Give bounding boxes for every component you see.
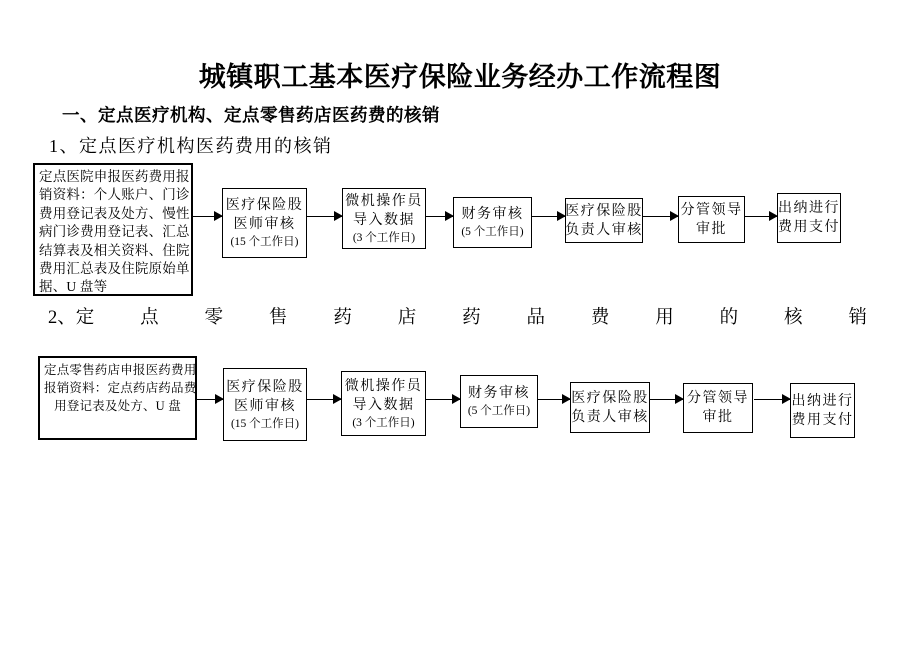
flow1-step-leader-approval-lines-line: 分管领导 [680, 202, 743, 218]
flow1-source-line: 销资料：个人账户、门诊 [39, 187, 190, 203]
flow2-step-cashier-payment-lines [792, 392, 854, 430]
flow1-source-line: 结算表及相关资料、住院 [39, 242, 190, 258]
flow1-arrow-2-right-arrow-icon [307, 216, 342, 217]
section2-heading-segment: 的 [719, 308, 739, 328]
flow1-step-doctor-review-lines-line: 医师审核 [233, 217, 296, 232]
section2-heading-segment: 核 [784, 308, 803, 328]
section2-heading-segment: 2、定 [48, 308, 95, 328]
flow2-step-cashier-payment-lines-line: 费用支付 [791, 412, 854, 428]
flow2-arrow-6-right-arrow-icon [754, 399, 790, 400]
flow1-step-cashier-payment-lines [778, 199, 840, 237]
flow2-step-data-import-lines-line: 导入数据 [352, 397, 415, 413]
flow2-source-line: 定点零售药店申报医药费用 [44, 363, 197, 377]
section2-heading-segment: 零 [204, 308, 224, 328]
flow1-step-data-import-lines-line: 导入数据 [353, 212, 415, 228]
flow1-step-doctor-review-box [222, 188, 307, 258]
flow2-step-head-review-lines-line: 医疗保险股 [571, 390, 649, 406]
section1-sub1-heading: 1、定点医疗机构医药费用的核销 [49, 136, 333, 156]
flow2-source-box [38, 356, 197, 440]
flow1-arrow-1-right-arrow-icon [193, 216, 222, 217]
section2-heading-segment: 售 [268, 308, 288, 328]
flow1-step-cashier-payment-lines-line: 费用支付 [778, 220, 840, 235]
flow2-step-finance-review-lines-line: 财务审核 [468, 386, 530, 401]
section2-heading-segment: 店 [397, 308, 417, 328]
flow1-step-head-review-box [565, 198, 643, 243]
flow1-step-head-review-lines-line: 负责人审核 [565, 222, 643, 238]
flow2-step-data-import-note: (3 个工作日) [352, 416, 415, 429]
flow2-arrow-5-right-arrow-icon [650, 399, 683, 400]
flow1-step-data-import-box [342, 188, 426, 249]
flow2-step-leader-approval-lines-line: 分管领导 [687, 391, 749, 406]
flow1-step-head-review-lines-line: 医疗保险股 [565, 203, 643, 219]
flow2-step-data-import-lines-line: 微机操作员 [344, 378, 423, 394]
flow2-step-doctor-review-lines-line: 医师审核 [234, 398, 296, 414]
flow1-step-doctor-review-note: (15 个工作日) [230, 236, 299, 248]
flow1-arrow-6-right-arrow-icon [745, 216, 777, 217]
flow2-step-data-import-box [341, 371, 426, 436]
flow1-step-finance-review-box [453, 197, 532, 248]
section2-heading-segment: 药 [462, 308, 481, 328]
flow2-step-finance-review-box [460, 375, 538, 428]
flow1-arrow-5-right-arrow-icon [643, 216, 678, 217]
flow1-source-box [33, 163, 193, 296]
flow2-source-line: 报销资料：定点药店药品费 [44, 381, 197, 395]
flow2-step-doctor-review-lines-line: 医疗保险股 [226, 379, 304, 395]
flow2-step-finance-review-lines [468, 384, 530, 403]
flow1-step-cashier-payment-lines-line: 出纳进行 [778, 201, 840, 216]
flow2-step-leader-approval-lines [687, 389, 749, 427]
flow2-step-head-review-lines [571, 389, 649, 427]
flow1-step-head-review-lines [565, 202, 643, 240]
flow1-source-line: 病门诊费用登记表、汇总 [39, 224, 190, 240]
flow1-step-cashier-payment-box [777, 193, 841, 243]
flow1-source-line: 据、U 盘等 [39, 279, 108, 295]
flow1-step-finance-review-lines-line: 财务审核 [461, 207, 524, 222]
flow2-step-leader-approval-box [683, 383, 753, 433]
flow2-arrow-3-right-arrow-icon [426, 399, 460, 400]
flow2-step-head-review-box [570, 382, 650, 433]
flow2-step-finance-review-note: (5 个工作日) [467, 405, 531, 417]
flow1-step-data-import-lines-line: 微机操作员 [345, 193, 423, 209]
flow1-step-data-import-note: (3 个工作日) [352, 231, 416, 244]
flow1-source-line: 费用汇总表及住院原始单 [39, 261, 190, 277]
page-title: 城镇职工基本医疗保险业务经办工作流程图 [198, 62, 722, 92]
flow1-step-finance-review-lines [462, 205, 524, 224]
flow2-step-doctor-review-note: (15 个工作日) [230, 417, 300, 430]
flow2-source-line: 用登记表及处方、U 盘 [54, 399, 181, 413]
flow2-step-cashier-payment-box [790, 383, 855, 438]
section2-heading-segment: 药 [333, 308, 352, 328]
section2-heading-segment: 费 [590, 308, 610, 328]
section2-heading-segment: 点 [140, 308, 159, 328]
section2-heading-segment: 用 [655, 308, 674, 328]
flow1-source-line: 定点医院申报医药费用报 [39, 169, 190, 184]
flow2-step-data-import-lines [345, 377, 423, 415]
section2-heading [48, 303, 867, 329]
section2-heading-segment: 销 [848, 308, 867, 328]
flow2-step-cashier-payment-lines-line: 出纳进行 [791, 393, 854, 409]
flow2-step-doctor-review-lines [226, 378, 304, 416]
flow2-arrow-1-right-arrow-icon [197, 399, 223, 400]
flow2-step-leader-approval-lines-line: 审批 [702, 410, 734, 425]
flow1-step-leader-approval-box [678, 196, 745, 243]
flow2-arrow-4-right-arrow-icon [538, 399, 570, 400]
flow1-arrow-3-right-arrow-icon [426, 216, 453, 217]
section1-heading: 一、定点医疗机构、定点零售药店医药费的核销 [62, 105, 440, 125]
flow2-step-head-review-lines-line: 负责人审核 [571, 409, 649, 425]
flow1-source-line: 费用登记表及处方、慢性 [39, 205, 190, 221]
flow2-arrow-2-right-arrow-icon [307, 399, 341, 400]
flow1-step-leader-approval-lines [681, 201, 743, 239]
flow1-step-leader-approval-lines-line: 审批 [696, 221, 727, 237]
flow1-step-doctor-review-lines [226, 196, 304, 234]
flow1-arrow-4-right-arrow-icon [532, 216, 565, 217]
flow1-step-finance-review-note: (5 个工作日) [461, 226, 524, 238]
section2-heading-segment: 品 [526, 308, 545, 328]
flow1-step-doctor-review-lines-line: 医疗保险股 [225, 198, 304, 213]
flow2-step-doctor-review-box [223, 368, 307, 441]
flow1-step-data-import-lines [345, 192, 423, 230]
